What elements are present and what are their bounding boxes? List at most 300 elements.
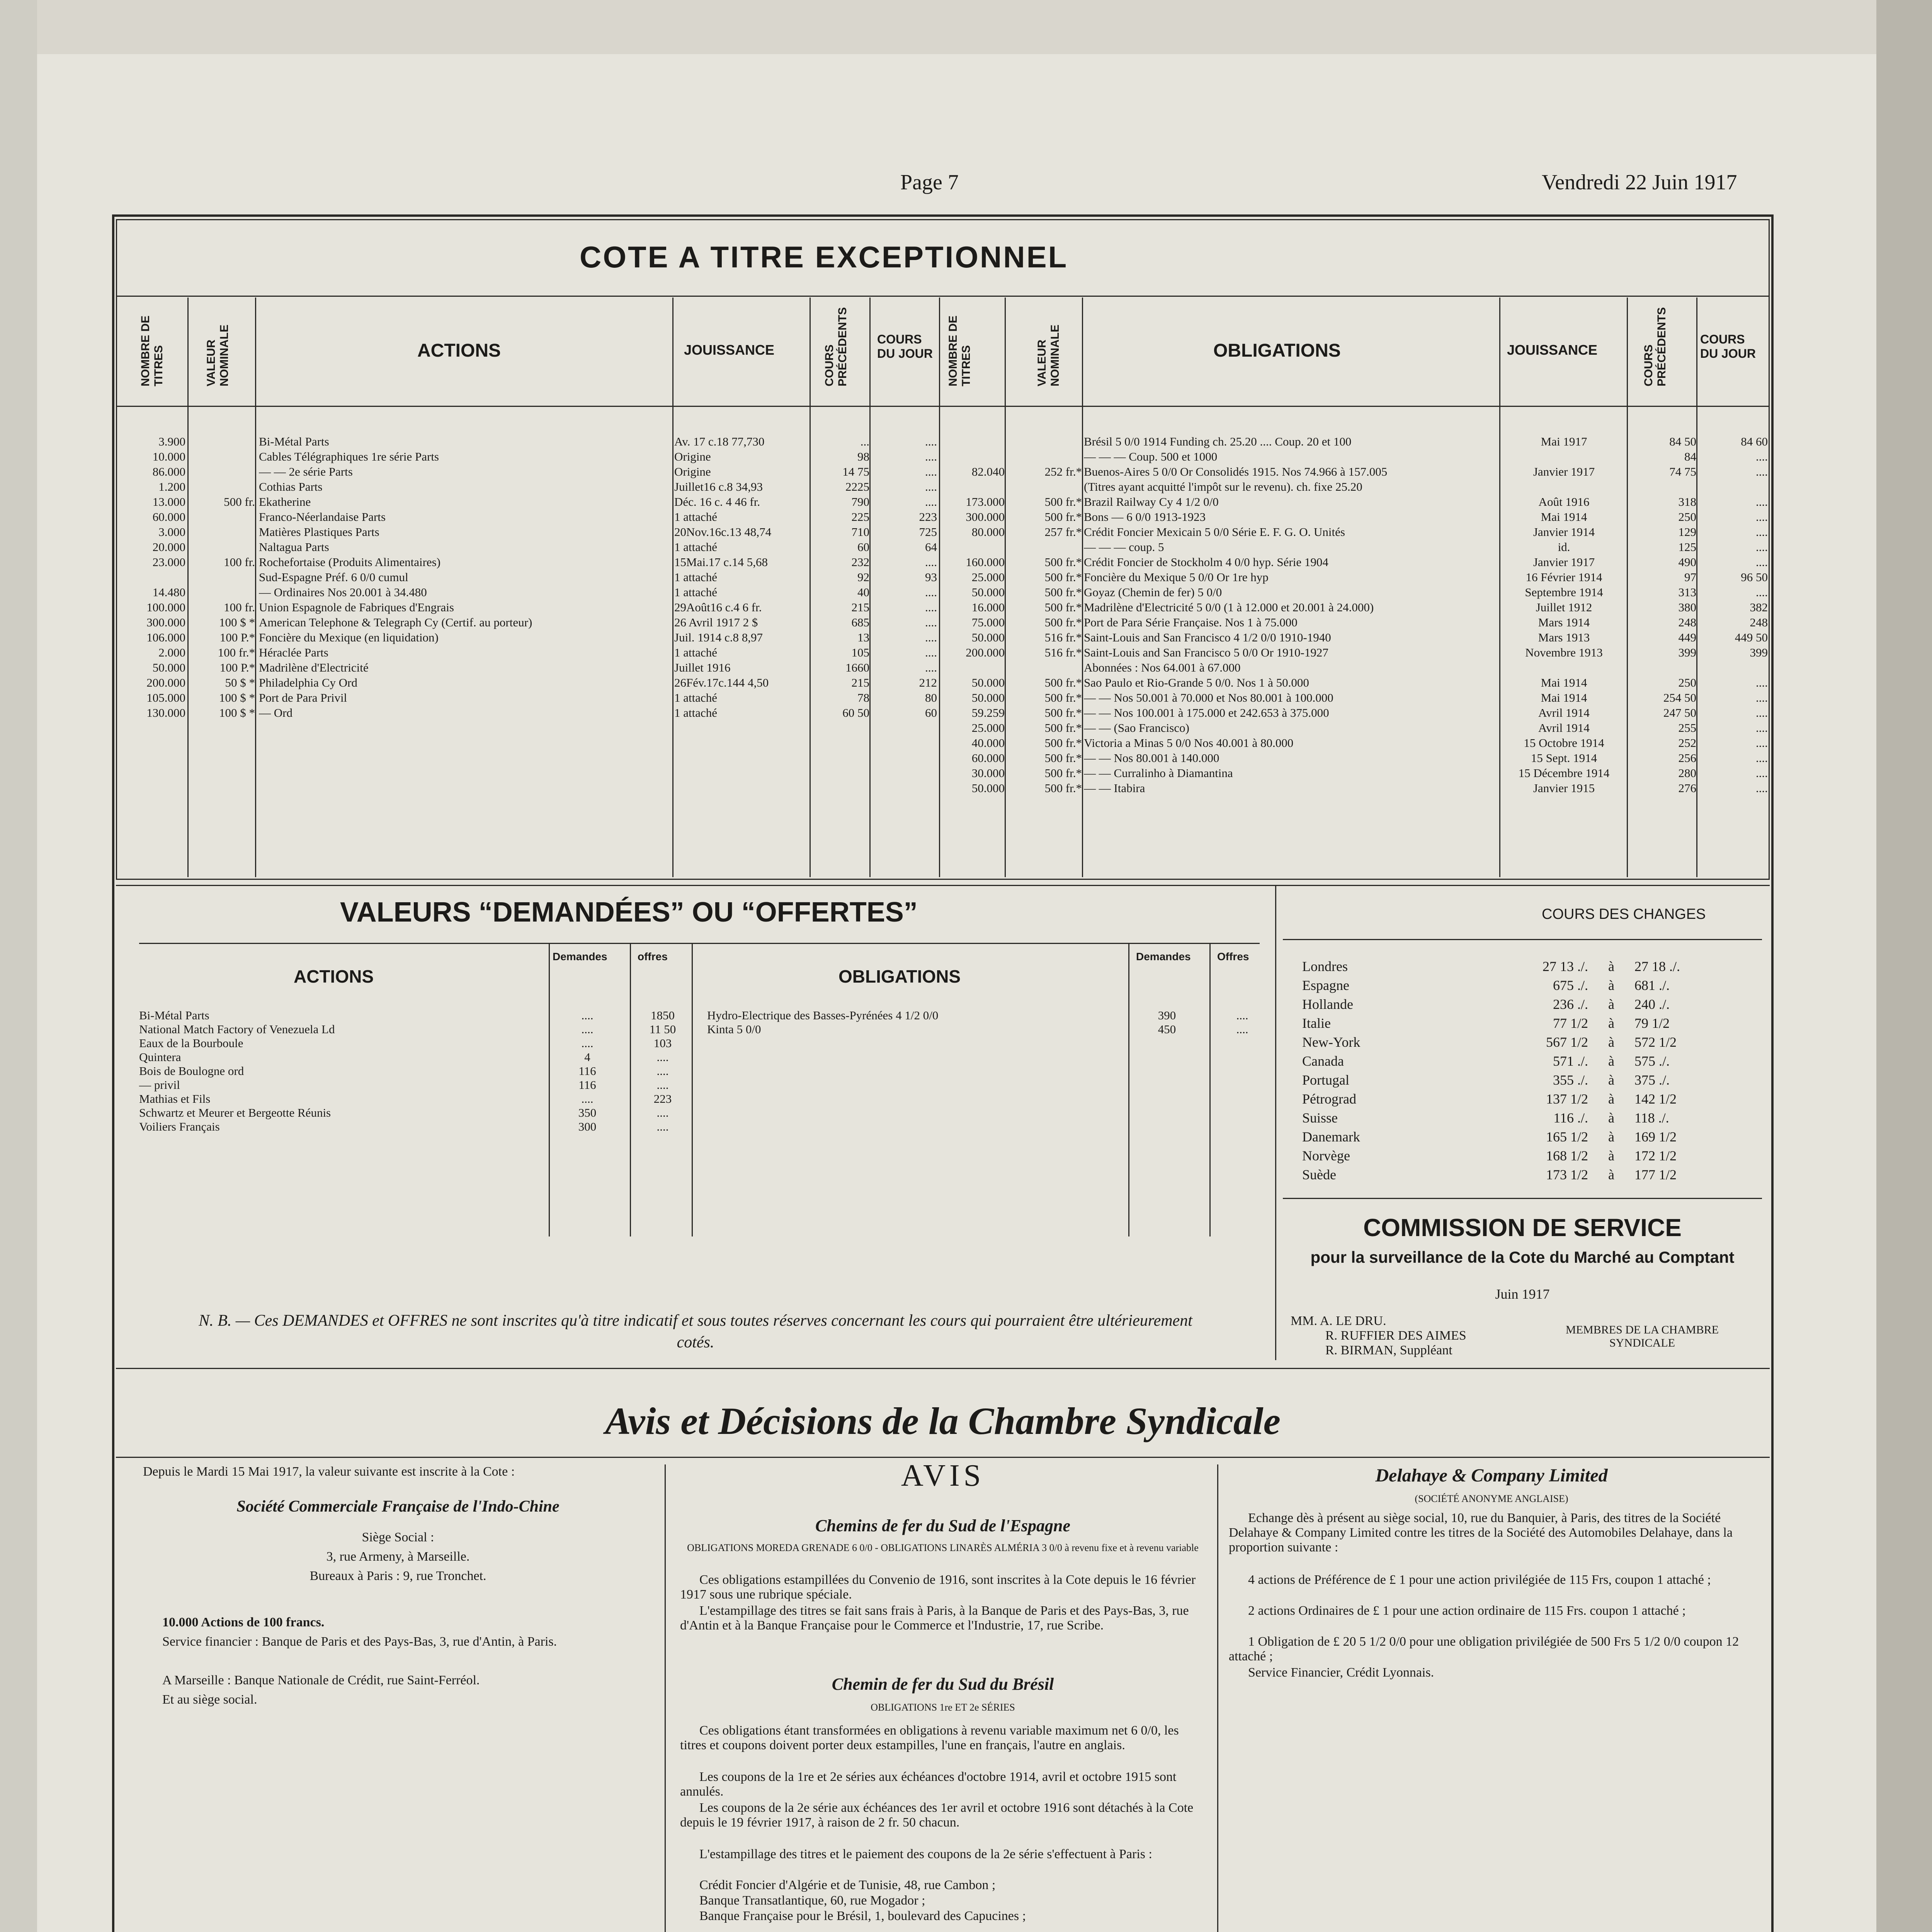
col3-l3: 1 Obligation de £ 20 5 1/2 0/0 pour une obligation privilégiée de 500 Frs 5 1/2 0/0 coupon 12 attaché ; [1229,1634,1739,1663]
table-cell: 250 [1678,510,1696,524]
table-row [939,616,1770,631]
table-cell: 516 fr.* [1044,631,1082,644]
table-cell: 50.000 [971,781,1005,795]
table-cell: 500 fr.* [1044,600,1082,614]
table-cell: 116 [578,1064,596,1078]
col-jouissance-oblig: JOUISSANCE [1507,342,1598,358]
table-cell: Madrilène d'Electricité 5 0/0 (1 à 12.000 et 20.001 à 24.000) [1084,600,1374,614]
table-row [116,495,939,510]
table-row [939,495,1770,510]
table-cell: id. [1558,540,1570,554]
table-row [139,1078,688,1092]
table-cell: 380 [1678,600,1696,614]
change-cell: 118 ./. [1634,1110,1669,1126]
commission-date: Juin 1917 [1495,1286,1550,1302]
change-cell: Hollande [1302,997,1353,1012]
table-cell: .... [581,1092,594,1105]
table-cell: 223 [653,1092,672,1105]
table-cell: 100 fr.* [218,646,255,659]
table-row [116,646,939,661]
table-cell: .... [925,631,937,644]
table-row [139,1036,688,1050]
table-cell: .... [1756,495,1768,509]
change-cell: 177 1/2 [1634,1167,1677,1182]
table-cell: 280 [1678,766,1696,780]
table-cell: 300.000 [146,616,185,629]
col1-siege: 3, rue Armeny, à Marseille. [326,1549,470,1564]
table-cell: .... [925,585,937,599]
change-row [1302,1148,1758,1167]
table-cell: .... [925,480,937,493]
table-cell: .... [925,495,937,509]
page-fold [37,0,1876,54]
table-cell: 500 fr.* [1044,691,1082,704]
table-cell: .... [1756,555,1768,569]
col1-intro: Depuis le Mardi 15 Mai 1917, la valeur suivante est inscrite à la Cote : [143,1464,515,1479]
change-cell: Espagne [1302,978,1349,993]
col-valeur-oblig: VALEUR NOMINALE [1036,325,1061,386]
table-cell: 1 attaché [674,540,718,554]
col2-p1: Ces obligations estampillées du Convenio de 1916, sont inscrites à la Cote depuis le 16 février 1917 sous une rubrique spéciale. [680,1573,1196,1602]
col2-avis: AVIS [901,1459,985,1493]
table-cell: — — Nos 100.001 à 175.000 et 242.653 à 375.000 [1084,706,1329,719]
table-cell: 500 fr.* [1044,751,1082,765]
table-cell: 60 [925,706,937,719]
table-cell: Saint-Louis and San Francisco 4 1/2 0/0 1910-1940 [1084,631,1331,644]
table-cell: 15 Décembre 1914 [1518,766,1610,780]
table-row [139,1009,688,1022]
table-cell: 100 $ * [219,616,255,629]
table-cell: 78 [857,691,869,704]
table-cell: 1 attaché [674,510,718,524]
table-cell: 106.000 [146,631,185,644]
commission-chambre: MEMBRES DE LA CHAMBRE SYNDICALE [1566,1323,1719,1349]
table-cell: 223 [919,510,937,524]
rule [692,943,693,1236]
table-cell: 215 [851,676,869,689]
table-cell: 84 50 [1669,435,1696,448]
table-cell: 215 [851,600,869,614]
rule [1128,943,1129,1236]
table-cell: 84 [1684,450,1696,463]
table-cell: 3.900 [158,435,185,448]
change-cell: 571 ./. [1553,1053,1588,1069]
table-cell: .... [1756,676,1768,689]
change-cell: 375 ./. [1634,1072,1670,1088]
rule [116,885,1770,886]
col-obligations: OBLIGATIONS [1213,340,1341,361]
table-cell: — — — Coup. 500 et 1000 [1084,450,1218,463]
table-row [139,1050,688,1064]
change-cell: 116 ./. [1553,1110,1588,1126]
table-cell: 14.480 [152,585,185,599]
table-cell: Bi-Métal Parts [259,435,329,448]
table-cell: .... [925,661,937,674]
table-cell: 725 [919,525,937,539]
rule [1209,943,1211,1236]
table-cell: Mai 1914 [1541,691,1587,704]
table-cell: 96 50 [1741,570,1768,584]
table-row [939,450,1770,465]
change-cell: à [1608,978,1614,993]
table-cell: 449 [1678,631,1696,644]
table-cell: 2.000 [158,646,185,659]
table-cell: 250 [1678,676,1696,689]
table-cell: 500 fr.* [1044,736,1082,750]
change-cell: à [1608,1015,1614,1031]
table-cell: 100 $ * [219,706,255,719]
table-cell: .... [925,616,937,629]
table-cell: 50.000 [971,691,1005,704]
change-cell: Portugal [1302,1072,1349,1088]
table-cell: 105.000 [146,691,185,704]
table-row [139,1106,688,1120]
table-cell: 1 attaché [674,706,718,719]
col2-p5: Les coupons de la 2e série aux échéances des 1er avril et octobre 1916 sont détachés à la Cote depuis le 19 février 1917, à raison de 2 fr. 50 chacun. [680,1801,1194,1830]
table-cell: 100.000 [146,600,185,614]
table-cell: 500 fr.* [1044,570,1082,584]
table-cell: 15 Sept. 1914 [1531,751,1597,765]
table-cell: .... [581,1009,594,1022]
table-cell: Port de Para Privil [259,691,347,704]
table-cell: 500 fr.* [1044,766,1082,780]
table-cell: 100 $ * [219,691,255,704]
table-cell: — — Nos 50.001 à 70.000 et Nos 80.001 à 100.000 [1084,691,1333,704]
table-cell: Mai 1917 [1541,435,1587,448]
table-cell: 313 [1678,585,1696,599]
table-row [939,766,1770,781]
table-cell: 50.000 [971,631,1005,644]
cote-header-top-rule [116,296,1770,297]
table-cell: 129 [1678,525,1696,539]
col-cours-jour: COURS DU JOUR [877,332,933,361]
table-cell: 350 [578,1106,597,1119]
change-cell: à [1608,1053,1614,1069]
table-cell: 100 P.* [219,631,255,644]
table-cell: 14 75 [842,465,869,478]
table-cell: Déc. 16 c. 4 46 fr. [674,495,760,509]
table-cell: Abonnées : Nos 64.001 à 67.000 [1084,661,1241,674]
change-row [1302,1110,1758,1129]
table-cell: 26Fév.17c.144 4,50 [674,676,769,689]
change-row [1302,977,1758,996]
table-cell: Philadelphia Cy Ord [259,676,357,689]
table-row [116,706,939,721]
table-cell: 254 50 [1663,691,1696,704]
binding-edge [1876,0,1932,1932]
changes-title: COURS DES CHANGES [1542,906,1706,922]
table-cell: 1.200 [158,480,185,493]
table-cell: Kinta 5 0/0 [707,1022,761,1036]
table-cell: 252 [1678,736,1696,750]
table-cell: Foncière du Mexique (en liquidation) [259,631,439,644]
table-cell: Janvier 1917 [1533,465,1595,478]
table-row [939,691,1770,706]
table-cell: Goyaz (Chemin de fer) 5 0/0 [1084,585,1222,599]
change-row [1302,996,1758,1015]
table-cell: — — (Sao Francisco) [1084,721,1189,735]
cote-actions-table [116,435,939,721]
table-cell: 710 [851,525,869,539]
table-row [939,570,1770,585]
change-cell: à [1608,997,1614,1012]
table-cell: 247 50 [1663,706,1696,719]
change-row [1302,1167,1758,1185]
col-jouissance: JOUISSANCE [684,342,775,358]
rule [116,1368,1770,1369]
table-cell: 13 [857,631,869,644]
col1-societe: Société Commerciale Française de l'Indo-Chine [236,1498,560,1515]
table-cell: 64 [925,540,937,554]
table-row [939,676,1770,691]
table-row [939,646,1770,661]
table-cell: 248 [1678,616,1696,629]
table-cell: Foncière du Mexique 5 0/0 Or 1re hyp [1084,570,1269,584]
table-cell: Ekatherine [259,495,311,509]
table-row [116,585,939,600]
table-cell: 16.000 [971,600,1005,614]
table-cell: Août 1916 [1538,495,1590,509]
table-row [116,450,939,465]
table-cell: 225 [851,510,869,524]
table-cell: 256 [1678,751,1696,765]
demandes-label: Demandes [553,951,607,963]
table-row [707,1009,1271,1022]
table-cell: — Ordinaires Nos 20.001 à 34.480 [259,585,427,599]
change-cell: à [1608,959,1614,974]
table-cell: 276 [1678,781,1696,795]
table-row [939,661,1770,676]
table-cell: .... [925,465,937,478]
table-row [116,480,939,495]
col-cours-prec: COURS PRÉCÉDENTS [823,307,849,386]
demandees-oblig-header: OBLIGATIONS [838,966,961,986]
rule [1283,1198,1762,1199]
col2-l1: Crédit Foncier d'Algérie et de Tunisie, 48, rue Cambon ; [699,1878,996,1892]
table-cell: .... [1756,781,1768,795]
table-cell: 1660 [845,661,869,674]
table-cell: 116 [578,1078,596,1092]
change-cell: à [1608,1110,1614,1126]
table-cell: .... [925,555,937,569]
demandees-nb: N. B. — Ces DEMANDES et OFFRES ne sont inscrites qu'à titre indicatif et sous toutes réserves concernant les cours qui pourraient être ultérieurement cotés. [199,1312,1192,1351]
table-cell: 160.000 [966,555,1005,569]
table-cell: Sud-Espagne Préf. 6 0/0 cumul [259,570,408,584]
table-cell: Franco-Néerlandaise Parts [259,510,386,524]
change-cell: Norvège [1302,1148,1350,1163]
table-cell: 20Nov.16c.13 48,74 [674,525,772,539]
table-cell: Port de Para Série Française. Nos 1 à 75.000 [1084,616,1298,629]
table-cell: Juillet16 c.8 34,93 [674,480,763,493]
change-cell: 27 18 ./. [1634,959,1680,974]
table-cell: 13.000 [152,495,185,509]
table-row [939,435,1770,450]
table-row [116,435,939,450]
col2-t2: Chemin de fer du Sud du Brésil [832,1675,1054,1694]
col3-l1: 4 actions de Préférence de £ 1 pour une action privilégiée de 115 Frs, coupon 1 attaché ; [1248,1573,1711,1587]
table-cell: 74 75 [1669,465,1696,478]
col-actions: ACTIONS [417,340,501,361]
col1-siege2: Et au siège social. [162,1692,257,1707]
change-cell: Suède [1302,1167,1336,1182]
table-cell: — — — coup. 5 [1084,540,1164,554]
table-row [116,525,939,540]
change-cell: 137 1/2 [1546,1091,1588,1107]
table-cell: 399 [1750,646,1768,659]
table-cell: Eaux de la Bourboule [139,1036,243,1050]
table-cell: .... [656,1064,669,1078]
table-cell: .... [925,646,937,659]
commission-title: COMMISSION DE SERVICE [1363,1214,1682,1242]
table-row [139,1120,688,1134]
table-cell: 200.000 [146,676,185,689]
table-row [139,1064,688,1078]
table-row [939,480,1770,495]
change-cell: 168 1/2 [1546,1148,1588,1163]
table-cell: Rochefortaise (Produits Alimentaires) [259,555,441,569]
table-cell: .... [1756,450,1768,463]
table-cell: Matières Plastiques Parts [259,525,379,539]
table-cell: Septembre 1914 [1525,585,1603,599]
demandees-actions-table [139,1009,688,1134]
table-cell: Janvier 1917 [1533,555,1595,569]
table-cell: .... [581,1036,594,1050]
table-cell: 232 [851,555,869,569]
table-cell: Voiliers Français [139,1120,220,1133]
rule [1275,885,1276,1360]
table-cell: Mathias et Fils [139,1092,211,1105]
table-cell: Av. 17 c.18 77,730 [674,435,765,448]
col1-bureaux: Bureaux à Paris : 9, rue Tronchet. [310,1569,486,1583]
table-row [116,676,939,691]
table-cell: 59.259 [971,706,1005,719]
table-cell: 10.000 [152,450,185,463]
col3-sub: (SOCIÉTÉ ANONYME ANGLAISE) [1415,1493,1568,1504]
table-cell: 685 [851,616,869,629]
col2-p4: Les coupons de la 1re et 2e séries aux échéances d'octobre 1914, avril et octobre 1915 sont annulés. [680,1770,1177,1799]
table-cell: Cables Télégraphiques 1re série Parts [259,450,439,463]
table-cell: 3.000 [158,525,185,539]
table-cell: Saint-Louis and San Francisco 5 0/0 Or 1910-1927 [1084,646,1328,659]
table-cell: 25.000 [971,721,1005,735]
table-cell: 390 [1158,1009,1176,1022]
table-cell: .... [1756,766,1768,780]
change-cell: à [1608,1129,1614,1145]
table-cell: .... [1756,721,1768,735]
change-cell: 142 1/2 [1634,1091,1677,1107]
offres-label-oblig: Offres [1217,951,1249,963]
table-row [116,600,939,616]
change-cell: New-York [1302,1034,1361,1050]
table-row [939,555,1770,570]
member-3: R. BIRMAN, Suppléant [1325,1343,1452,1357]
table-row [116,540,939,555]
table-row [939,736,1770,751]
table-cell: 15 Octobre 1914 [1524,736,1604,750]
change-row [1302,1053,1758,1072]
table-cell: 1850 [651,1009,675,1022]
changes-table [1302,958,1758,1185]
rule [1283,939,1762,940]
table-cell: 130.000 [146,706,185,719]
change-cell: Canada [1302,1053,1344,1069]
table-cell: .... [1756,751,1768,765]
table-cell: 93 [925,570,937,584]
table-cell: 255 [1678,721,1696,735]
offres-label: offres [638,951,668,963]
table-cell: American Telephone & Telegraph Cy (Certif. au porteur) [259,616,532,629]
table-cell: Bois de Boulogne ord [139,1064,244,1078]
table-cell: 382 [1750,600,1768,614]
table-cell: 84 60 [1741,435,1768,448]
table-cell: Mai 1914 [1541,510,1587,524]
table-cell: Juillet 1912 [1536,600,1592,614]
col2-t2sub: OBLIGATIONS 1re ET 2e SÉRIES [871,1702,1015,1713]
commission-members [1291,1314,1466,1358]
table-cell: .... [1236,1009,1248,1022]
table-cell: 252 fr.* [1044,465,1082,478]
table-row [939,706,1770,721]
col2-p3: Ces obligations étant transformées en obligations à revenu variable maximum net 6 0/0, les titres et coupons doivent porter deux estampilles, l'une en français, l'autre en anglais. [680,1723,1179,1752]
table-cell: .... [1756,510,1768,524]
table-cell: — privil [139,1078,180,1092]
table-cell: 23.000 [152,555,185,569]
table-cell: 500 fr.* [1044,616,1082,629]
change-cell: Suisse [1302,1110,1338,1126]
table-cell: .... [656,1120,669,1133]
table-cell: Origine [674,450,711,463]
table-cell: 500 fr. [224,495,255,509]
table-cell: 97 [1684,570,1696,584]
change-cell: 572 1/2 [1634,1034,1677,1050]
table-row [116,631,939,646]
member-2: R. RUFFIER DES AIMES [1325,1328,1466,1343]
table-cell: Naltagua Parts [259,540,329,554]
table-cell: .... [925,600,937,614]
table-cell: 300.000 [966,510,1005,524]
table-cell: Juil. 1914 c.8 8,97 [674,631,763,644]
change-cell: 172 1/2 [1634,1148,1677,1163]
table-cell: Crédit Foncier de Stockholm 4 0/0 hyp. Série 1904 [1084,555,1328,569]
page-date: Vendredi 22 Juin 1917 [1542,170,1737,194]
change-row [1302,1091,1758,1110]
table-row [116,555,939,570]
table-row [116,570,939,585]
change-cell: à [1608,1167,1614,1182]
table-cell: 200.000 [966,646,1005,659]
table-cell: 1 attaché [674,691,718,704]
table-cell: Hydro-Electrique des Basses-Pyrénées 4 1/2 0/0 [707,1009,939,1022]
table-cell: 173.000 [966,495,1005,509]
change-cell: 240 ./. [1634,997,1670,1012]
demandees-actions-header: ACTIONS [294,966,374,986]
table-cell: 60 50 [842,706,869,719]
change-cell: 575 ./. [1634,1053,1670,1069]
table-cell: 60 [857,540,869,554]
table-cell: 500 fr.* [1044,706,1082,719]
commission-subtitle: pour la surveillance de la Cote du Marché au Comptant [1310,1248,1735,1266]
change-row [1302,1072,1758,1091]
table-cell: .... [1756,465,1768,478]
table-cell: 50.000 [971,585,1005,599]
col2-p6: L'estampillage des titres et le paiement des coupons de la 2e série s'effectuent à Paris : [699,1847,1152,1861]
table-cell: Juillet 1916 [674,661,731,674]
table-cell: 26 Avril 1917 2 $ [674,616,758,629]
table-cell: .... [1756,736,1768,750]
table-cell: .... [1756,706,1768,719]
table-cell: Novembre 1913 [1525,646,1603,659]
table-cell: — — Curralinho à Diamantina [1084,766,1233,780]
